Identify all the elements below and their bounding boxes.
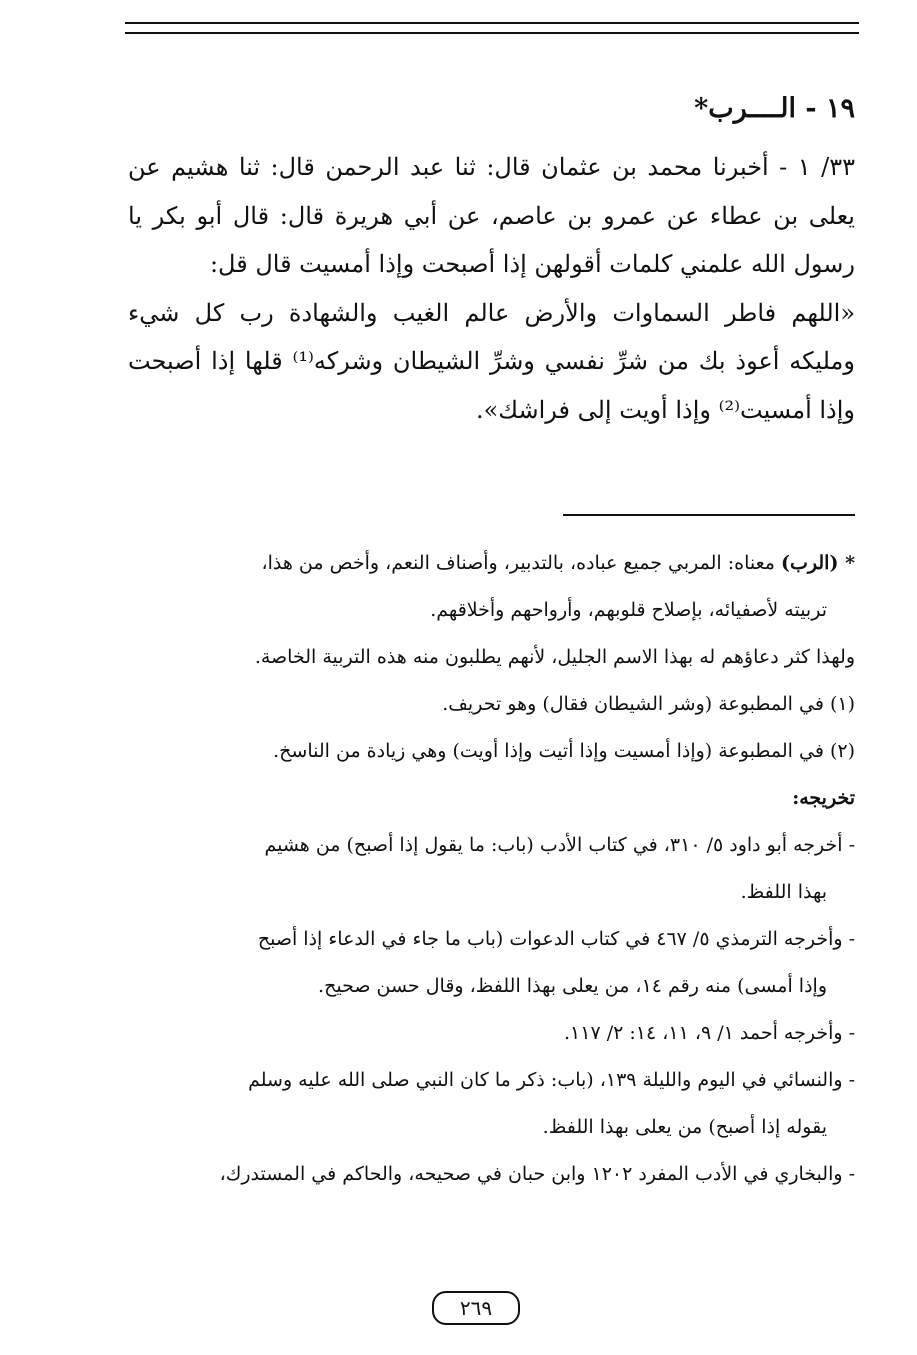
footnote-separator	[563, 514, 855, 516]
footnote-1: (١) في المطبوعة (وشر الشيطان فقال) وهو تحريف.	[442, 693, 855, 715]
takhrij-abu-dawud-continued: بهذا اللفظ.	[740, 881, 827, 903]
takhrij-heading: تخريجه:	[792, 787, 855, 809]
header-rule-bottom	[125, 32, 859, 34]
takhrij-tirmidhi: - وأخرجه الترمذي ٥/ ٤٦٧ في كتاب الدعوات (باب ما جاء في الدعاء إذا أصبح	[257, 928, 855, 950]
note-rabb	[128, 540, 855, 587]
note-rabb-label: * (الرب)	[781, 552, 855, 574]
takhrij-bukhari: - والبخاري في الأدب المفرد ١٢٠٢ وابن حبان في صحيحه، والحاكم في المستدرك،	[219, 1163, 855, 1185]
hadith-text	[128, 143, 855, 434]
footnote-2: (٢) في المطبوعة (وإذا أمسيت وإذا أتيت وإذا أويت) وهي زيادة من الناسخ.	[273, 740, 855, 762]
footnotes	[128, 540, 855, 1198]
section-heading: ١٩ - الــــرب*	[694, 93, 855, 124]
page-number: ٢٦٩	[432, 1291, 520, 1325]
takhrij-ahmad: - وأخرجه أحمد ١/ ٩، ١١، ١٤: ٢/ ١١٧.	[563, 1022, 855, 1044]
takhrij-tirmidhi-continued: وإذا أمسى) منه رقم ١٤، من يعلى بهذا اللفظ، وقال حسن صحيح.	[318, 975, 827, 997]
header-rule-top	[125, 22, 859, 24]
note-rabb-continued: تربيته لأصفيائه، بإصلاح قلوبهم، وأرواحهم وأخلاقهم.	[430, 599, 827, 621]
takhrij-nasai: - والنسائي في اليوم والليلة ١٣٩، (باب: ذكر ما كان النبي صلى الله عليه وسلم	[248, 1069, 855, 1091]
hadith-isnad-paragraph: ٣٣/ ١ - أخبرنا محمد بن عثمان قال: ثنا عبد الرحمن قال: ثنا هشيم عن يعلى بن عطاء عن عمرو بن عاصم، عن أبي هريرة قال: قال أبو بكر يا رسول الله علمني كلمات أقولهن إذا أصبحت وإذا أمسيت قال قل:	[128, 153, 856, 278]
takhrij-nasai-continued: يقوله إذا أصبح) من يعلى بهذا اللفظ.	[542, 1116, 827, 1138]
hadith-matn-paragraph: «اللهم فاطر السماوات والأرض عالم الغيب والشهادة رب كل شيء ومليكه أعوذ بك من شرِّ نفسي وشرِّ الشيطان وشركه⁽¹⁾ قلها إذا أصبحت وإذا أمسيت⁽²⁾ وإذا أويت إلى فراشك».	[128, 298, 855, 424]
note-rabb-more: ولهذا كثر دعاؤهم له بهذا الاسم الجليل، لأنهم يطلبون منه هذه التربية الخاصة.	[254, 646, 855, 668]
note-rabb-text: معناه: المربي جميع عباده، بالتدبير، وأصناف النعم، وأخص من هذا،	[261, 552, 775, 574]
takhrij-abu-dawud: - أخرجه أبو داود ٥/ ٣١٠، في كتاب الأدب (باب: ما يقول إذا أصبح) من هشيم	[264, 834, 855, 856]
